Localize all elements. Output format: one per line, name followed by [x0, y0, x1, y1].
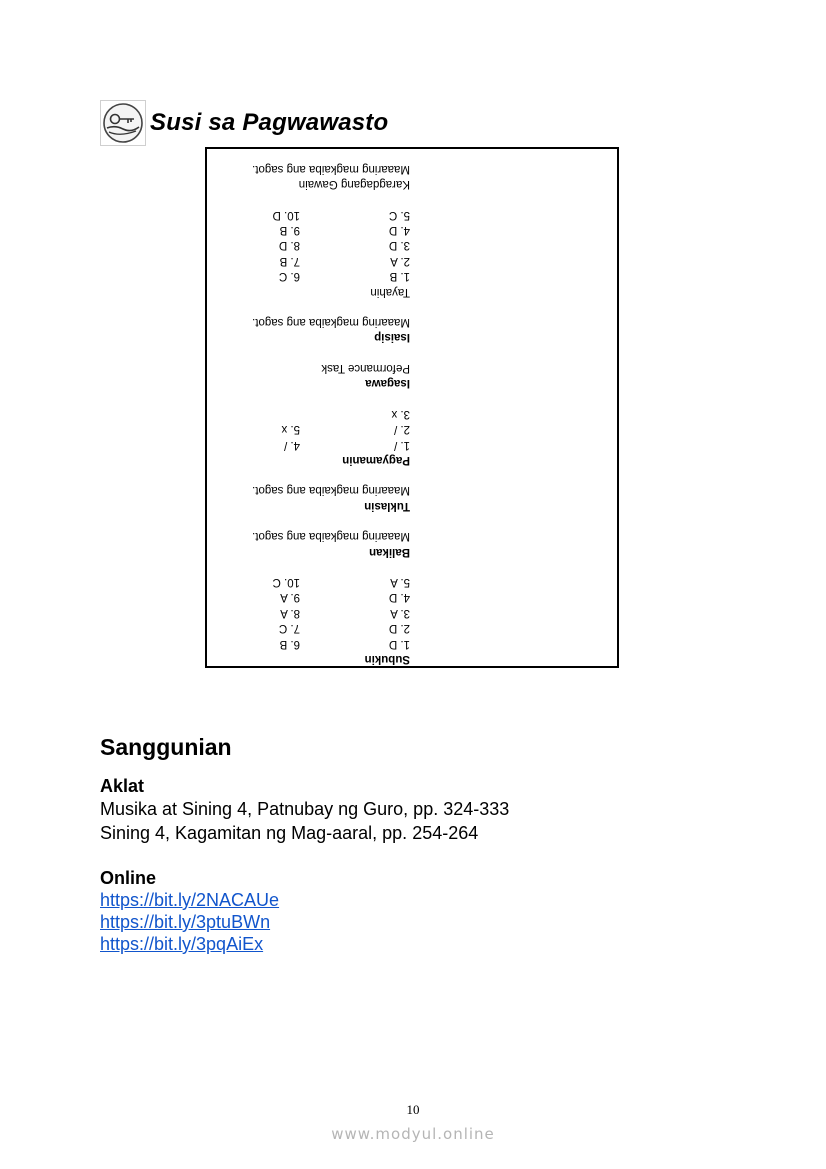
tayahin-answer: 10. D	[272, 208, 300, 221]
subukin-answer: 1. D	[388, 637, 410, 650]
pagyamanin-answer: 3. x	[391, 407, 410, 420]
balikan-heading: Balikan	[369, 545, 410, 558]
pagyamanin-answer: 5. x	[281, 423, 300, 436]
references-title: Sanggunian	[100, 734, 232, 760]
pagyamanin-answer: 1. /	[394, 438, 410, 451]
balikan-answer: Maaaring magkaiba ang sagot.	[252, 530, 410, 543]
subukin-heading: Subukin	[364, 653, 410, 665]
answer-key-title: Susi sa Pagwawasto	[150, 109, 389, 136]
page-number: 10	[406, 1102, 420, 1117]
tayahin-answer: 5. C	[388, 208, 410, 221]
online-heading: Online	[100, 868, 157, 888]
tuklasin-heading: Tuklasin	[364, 499, 410, 512]
tayahin-answer: 8. D	[278, 239, 300, 252]
isagawa-answer: Peformance Task	[321, 361, 410, 374]
answer-key-content	[207, 149, 617, 666]
tayahin-answer: 7. B	[279, 254, 300, 267]
pagyamanin-answer: 4. /	[284, 438, 300, 451]
book-reference: Sining 4, Kagamitan ng Mag-aaral, pp. 254-264	[100, 823, 479, 843]
subukin-answer: 10. C	[272, 575, 300, 588]
isagawa-heading: Isagawa	[365, 377, 410, 390]
pagyamanin-answer: 2. /	[394, 423, 410, 436]
tayahin-answer: 2. A	[390, 254, 410, 267]
online-link[interactable]: https://bit.ly/3ptuBWn	[100, 912, 271, 932]
tayahin-answer: 3. D	[388, 239, 410, 252]
karagdagan-answer: Maaaring magkaiba ang sagot.	[252, 162, 410, 175]
subukin-answer: 7. C	[278, 622, 300, 635]
aklat-heading: Aklat	[100, 776, 145, 796]
tuklasin-answer: Maaaring magkaiba ang sagot.	[252, 484, 410, 497]
references-section	[100, 733, 740, 955]
tayahin-answers	[215, 206, 410, 283]
book-reference: Musika at Sining 4, Patnubay ng Guro, pp. 324-333	[100, 799, 510, 819]
subukin-answer: 3. A	[390, 606, 410, 619]
tayahin-answer: 9. B	[279, 224, 300, 237]
answer-key-header	[100, 100, 388, 146]
isaisip-heading: Isaisip	[374, 331, 410, 344]
online-link[interactable]: https://bit.ly/3pqAiEx	[100, 934, 264, 954]
tayahin-heading: Tayahin	[370, 285, 410, 298]
watermark: www.modyul.online	[331, 1125, 495, 1143]
subukin-answers	[215, 574, 410, 651]
tayahin-answer: 4. D	[388, 224, 410, 237]
isaisip-answer: Maaaring magkaiba ang sagot.	[252, 316, 410, 329]
online-link[interactable]: https://bit.ly/2NACAUe	[100, 890, 280, 910]
subukin-answer: 2. D	[388, 622, 410, 635]
key-in-hand-icon	[100, 100, 146, 146]
answer-key-box	[205, 147, 619, 668]
subukin-answer: 5. A	[390, 575, 410, 588]
subukin-answer: 6. B	[279, 637, 300, 650]
subukin-answer: 8. A	[280, 606, 300, 619]
pagyamanin-heading: Pagyamanin	[342, 453, 410, 466]
karagdagan-heading: Karagdagang Gawain	[298, 178, 410, 191]
tayahin-answer: 1. B	[389, 270, 410, 283]
tayahin-answer: 6. C	[278, 270, 300, 283]
subukin-answer: 4. D	[388, 591, 410, 604]
pagyamanin-answers	[215, 405, 410, 451]
subukin-answer: 9. A	[280, 591, 300, 604]
